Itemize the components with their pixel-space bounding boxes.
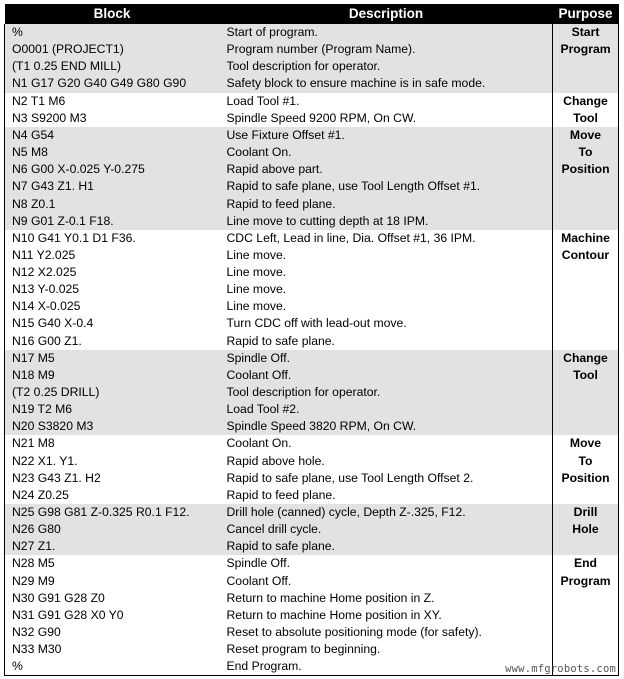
table-row xyxy=(5,247,619,264)
block-cell: N5 M8 xyxy=(5,144,220,161)
description-cell: Rapid to safe plane, use Tool Length Offset #1. xyxy=(226,179,481,194)
purpose-label-line: Move xyxy=(569,127,602,142)
description-cell: Start of program. xyxy=(226,25,318,40)
block-cell: N6 G00 X-0.025 Y-0.275 xyxy=(5,161,220,178)
block-cell: N7 G43 Z1. H1 xyxy=(5,178,220,195)
table-row xyxy=(5,333,619,350)
purpose-label-line: End xyxy=(573,556,598,571)
table-row xyxy=(5,487,619,504)
block-column-header: Block xyxy=(5,4,220,24)
purpose-label-line: Hole xyxy=(572,522,599,537)
table-row xyxy=(5,555,619,572)
table-row xyxy=(5,641,619,658)
purpose-label-line: Tool xyxy=(573,110,598,125)
block-cell: N25 G98 G81 Z-0.325 R0.1 F12. xyxy=(5,504,220,521)
block-cell: N23 G43 Z1. H2 xyxy=(5,470,220,487)
block-cell: N32 G90 xyxy=(5,624,220,641)
table-row xyxy=(5,590,619,607)
table-row xyxy=(5,521,619,538)
table-row xyxy=(5,144,619,161)
block-cell: N28 M5 xyxy=(5,555,220,572)
block-cell: N12 X2.025 xyxy=(5,264,220,281)
description-cell: Rapid to safe plane. xyxy=(226,333,335,348)
purpose-label-line: Program xyxy=(560,42,611,57)
description-cell: CDC Left, Lead in line, Dia. Offset #1, 36 IPM. xyxy=(226,230,476,245)
block-cell: N1 G17 G20 G40 G49 G80 G90 xyxy=(5,75,220,92)
description-cell: Spindle Speed 9200 RPM, On CW. xyxy=(226,110,417,125)
purpose-label-line: Machine xyxy=(561,230,610,245)
table-row xyxy=(5,58,619,75)
block-cell: N26 G80 xyxy=(5,521,220,538)
block-cell: N29 M9 xyxy=(5,573,220,590)
block-cell: N22 X1. Y1. xyxy=(5,453,220,470)
block-cell: O0001 (PROJECT1) xyxy=(5,41,220,58)
purpose-cell xyxy=(553,127,619,230)
purpose-label-line: To xyxy=(578,453,593,468)
description-cell: Rapid to safe plane, use Tool Length Offset 2. xyxy=(226,470,474,485)
table-row xyxy=(5,161,619,178)
description-cell: Rapid to feed plane. xyxy=(226,487,336,502)
description-column-header: Description xyxy=(220,4,553,24)
watermark-text: www.mfgrobots.com xyxy=(505,663,616,675)
description-cell: Return to machine Home position in XY. xyxy=(226,607,442,622)
description-cell: Reset to absolute positioning mode (for safety). xyxy=(226,625,482,640)
block-cell: N16 G00 Z1. xyxy=(5,333,220,350)
block-cell: N2 T1 M6 xyxy=(5,93,220,110)
table-row xyxy=(5,230,619,247)
purpose-label-line: Program xyxy=(560,573,611,588)
purpose-label-line: Change xyxy=(563,93,608,108)
table-row xyxy=(5,504,619,521)
table-row xyxy=(5,213,619,230)
description-cell: Drill hole (canned) cycle, Depth Z-.325, F12. xyxy=(226,505,466,520)
table-header-row xyxy=(5,4,619,24)
description-cell: Cancel drill cycle. xyxy=(226,522,322,537)
block-cell: N30 G91 G28 Z0 xyxy=(5,590,220,607)
purpose-label-line: Position xyxy=(561,470,610,485)
table-row xyxy=(5,178,619,195)
block-cell: N20 S3820 M3 xyxy=(5,418,220,435)
table-row xyxy=(5,127,619,144)
purpose-label-line: To xyxy=(578,145,593,160)
description-cell: Rapid to feed plane. xyxy=(226,196,336,211)
table-row xyxy=(5,350,619,367)
block-cell: N27 Z1. xyxy=(5,538,220,555)
description-cell: Reset program to beginning. xyxy=(226,642,381,657)
purpose-label-line: Move xyxy=(569,436,602,451)
purpose-label-line: Position xyxy=(561,162,610,177)
table-row xyxy=(5,607,619,624)
block-cell: N9 G01 Z-0.1 F18. xyxy=(5,213,220,230)
block-cell: N15 G40 X-0.4 xyxy=(5,315,220,332)
block-cell: N4 G54 xyxy=(5,127,220,144)
description-cell: Line move to cutting depth at 18 IPM. xyxy=(226,213,429,228)
purpose-label-line: Drill xyxy=(573,504,598,519)
description-cell: Turn CDC off with lead-out move. xyxy=(226,316,407,331)
purpose-cell xyxy=(553,350,619,436)
table-row xyxy=(5,93,619,110)
table-row xyxy=(5,75,619,92)
description-cell: Coolant Off. xyxy=(226,367,292,382)
block-cell: N18 M9 xyxy=(5,367,220,384)
block-cell: N21 M8 xyxy=(5,435,220,452)
purpose-cell xyxy=(553,435,619,504)
description-cell: End Program. xyxy=(220,658,553,676)
block-cell: N13 Y-0.025 xyxy=(5,281,220,298)
block-cell: (T1 0.25 END MILL) xyxy=(5,58,220,75)
block-cell: N33 M30 xyxy=(5,641,220,658)
description-cell: Use Fixture Offset #1. xyxy=(226,127,345,142)
description-cell: Line move. xyxy=(226,265,287,280)
description-cell: Tool description for operator. xyxy=(226,59,381,74)
table-row xyxy=(5,281,619,298)
block-cell: N8 Z0.1 xyxy=(5,195,220,212)
purpose-label-line: Change xyxy=(563,350,608,365)
table-row xyxy=(5,470,619,487)
gcode-program-table xyxy=(4,4,619,676)
block-cell: N3 S9200 M3 xyxy=(5,110,220,127)
block-cell: N31 G91 G28 X0 Y0 xyxy=(5,607,220,624)
description-cell: Coolant On. xyxy=(226,145,292,160)
purpose-label-line: Tool xyxy=(573,367,598,382)
table-row xyxy=(5,264,619,281)
table-row xyxy=(5,24,619,41)
block-cell: N11 Y2.025 xyxy=(5,247,220,264)
purpose-label-line: Start xyxy=(571,25,600,39)
table-row xyxy=(5,624,619,641)
table-row xyxy=(5,298,619,315)
description-cell: Rapid above hole. xyxy=(226,453,325,468)
description-cell: Line move. xyxy=(226,299,287,314)
description-cell: Coolant On. xyxy=(226,436,292,451)
description-cell: Tool description for operator. xyxy=(226,385,381,400)
description-cell: Load Tool #1. xyxy=(226,93,300,108)
description-cell: Coolant Off. xyxy=(226,573,292,588)
description-cell: Line move. xyxy=(226,247,287,262)
table-row xyxy=(5,573,619,590)
block-cell: N14 X-0.025 xyxy=(5,298,220,315)
description-cell: Spindle Off. xyxy=(226,556,290,571)
description-cell: Line move. xyxy=(226,282,287,297)
purpose-cell xyxy=(553,504,619,555)
description-cell: Program number (Program Name). xyxy=(226,42,416,57)
table-row xyxy=(5,315,619,332)
table-body xyxy=(5,24,619,676)
purpose-column-header: Purpose xyxy=(553,4,619,24)
purpose-cell xyxy=(553,230,619,350)
purpose-cell xyxy=(553,93,619,127)
table-row xyxy=(5,401,619,418)
description-cell: Spindle Off. xyxy=(226,350,290,365)
table-row xyxy=(5,195,619,212)
purpose-cell xyxy=(553,555,619,675)
description-cell: Load Tool #2. xyxy=(226,402,300,417)
block-cell: N24 Z0.25 xyxy=(5,487,220,504)
description-cell: Return to machine Home position in Z. xyxy=(226,590,435,605)
description-cell: Rapid to safe plane. xyxy=(226,539,335,554)
table-row xyxy=(5,41,619,58)
description-cell: Safety block to ensure machine is in safe mode. xyxy=(226,76,486,91)
block-cell: % xyxy=(5,24,220,41)
table-row xyxy=(5,435,619,452)
description-cell: Rapid above part. xyxy=(226,162,323,177)
description-cell: Spindle Speed 3820 RPM, On CW. xyxy=(226,419,417,434)
table-row xyxy=(5,110,619,127)
table-row xyxy=(5,453,619,470)
table-row xyxy=(5,367,619,384)
block-cell: N19 T2 M6 xyxy=(5,401,220,418)
block-cell: % xyxy=(5,658,220,676)
block-cell: N17 M5 xyxy=(5,350,220,367)
table-row xyxy=(5,538,619,555)
purpose-label-line: Contour xyxy=(561,247,610,262)
block-cell: N10 G41 Y0.1 D1 F36. xyxy=(5,230,220,247)
table-row xyxy=(5,384,619,401)
purpose-cell xyxy=(553,24,619,93)
block-cell: (T2 0.25 DRILL) xyxy=(5,384,220,401)
table-row xyxy=(5,418,619,435)
